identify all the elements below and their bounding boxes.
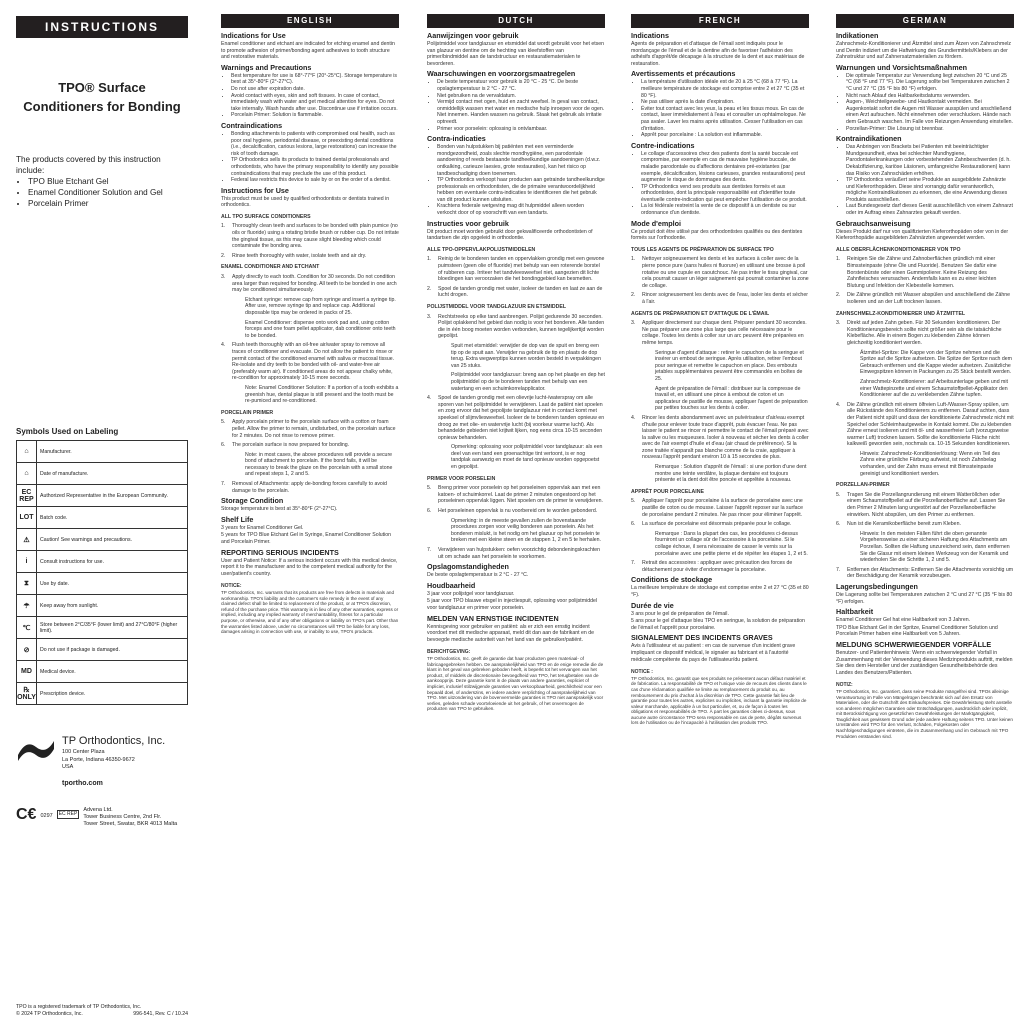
- subsection-heading: AGENTS DE PRÉPARATION ET D'ATTAQUE DE L'ÉMAIL: [631, 310, 770, 317]
- bullet-item: • TP Orthodontics sells its products to trained dental professionals and orthodontists, who have the primary responsibility to identify any possible contraindications that may preclude the use of this product.: [231, 157, 399, 177]
- address-line: 100 Center Plaza: [62, 749, 105, 755]
- symbol-icon: i: [17, 551, 37, 573]
- instruction-step: [631, 415, 809, 461]
- step-number: 7.: [427, 547, 432, 553]
- instruction-step: [427, 508, 605, 515]
- paragraph: 5 years for TPO Blue Etchant Gel in Syringe, Enamel Conditioner Solution and Porcelain Primer.: [221, 532, 392, 546]
- doc-code: 996-541, Rev. C / 10.24: [133, 1011, 188, 1017]
- trademark-line: TPO is a registered trademark of TP Orthodontics, Inc.: [16, 1004, 142, 1010]
- step-note: Enamel Conditioner: dispense onto work pad and, using cotton forceps and one foam pellet applicator, dab conditioner onto teeth to be bonded.: [245, 319, 396, 339]
- symbol-label: Store between 2°C/35°F (lower limit) and 27°C/80°F (higher limit).: [37, 617, 188, 639]
- symbol-label: Manufacturer.: [37, 441, 188, 463]
- section-heading: REPORTING SERIOUS INCIDENTS: [221, 547, 339, 557]
- symbol-row: [17, 683, 188, 705]
- paragraph: Die Lagerung sollte bei Temperaturen zwischen 2 °C und 27 °C (35 °F bis 80 °F) erfolgen.: [836, 591, 1013, 605]
- section-heading: Avertissements et précautions: [631, 69, 736, 79]
- bullet-item: • Best temperature for use is 68°-77°F (20°-25°C). Storage temperature is best at 35°-80°F (2°-27°C).: [231, 73, 399, 86]
- notice-text: TP Orthodontics, Inc. garantit que ses produits ne présentent aucun défaut matériel et de fabrication. La responsabilité de TPO et l'unique voie de recours des clients dans le cas d'une réclamation qualifiée se limite au remplacement du produit ou, au remboursement du prix d'achat à la discrétion de TPO. Cette garantie fait lieu de garantie pour toutes les autres, explicites ou implicites, incluant la garantie implicite de valeur marchande, applicable à un but particulier, et, ou de façon à toutes les obligations et responsabilités de TPO. À part les garanties citées ci-dessus, sous aucune autre circonstance TPO sera responsable en cas de perte, dégâts survenus lors de l'utilisation ou de l'incapacité à l'utilisation des produits TPO.: [631, 675, 807, 726]
- step-text: Nettoyer soigneusement les dents et les surfaces à coller avec de la pierre ponce pure (sans huiles ni fluorure) en utilisant une brosse à poil rotative ou une cupule en caoutchouc. Ne pas irriter le tissu gingival, car cela pourrait causer un léger saignement qui pourrait contaminer la zone de collage.: [642, 256, 809, 289]
- language-band: ENGLISH: [221, 14, 399, 28]
- step-text: Apply directly to each tooth. Condition for 30 seconds. Do not condition area larger than required for bonding. All teeth to be bonded in one arch may be conditioned simultaneously.: [232, 274, 397, 294]
- step-note: Hinweis: In den meisten Fällen führt die oben genannte Vorgehensweise zu einer sicheren Haftung des Attachments am Porzellan. Sollten die Haftung unzureichend sein, dann entfernen Sie die Glasur mit einem kleinen Werkzeug von der Keramik und wiederholen Sie die Schritte 1, 2 und 5.: [860, 530, 1010, 564]
- step-text: Removal of Attachments: apply de-bonding forces carefully to avoid damage to the porcelain.: [232, 481, 387, 494]
- section-heading: Contre-indications: [631, 140, 695, 150]
- step-text: Appliquer l'apprêt pour porcelaine à la surface de porcelaine avec une pastille de coton ou de mousse. Laisser l'apprêt reposer sur la surface de porcelaine pendant 2 minutes. Ne pas rincer pour éliminer l'apprêt.: [642, 498, 804, 518]
- french-column: [631, 14, 809, 1022]
- step-text: Spoel de tanden grondig met een olievrije lucht-/waterspray om alle sporen van het polijstmiddel te verwijderen. Laat de patiënt niet spoelen en zorg ervoor dat het gepolijste tandglazuur niet in contact komt met speeksel of slijmvliesweefsel. Isoleer de te bonderen tanden opnieuw en droog ze met olie- en watervrije lucht (bij voorkeur warme lucht). Als behandelde gebieden niet krijtwit lijken, nog eens circa 10-15 seconden opnieuw behandelen.: [438, 395, 605, 441]
- section-heading: Instructions for Use: [221, 185, 289, 195]
- ec-rep-icon: EC REP: [58, 810, 78, 817]
- bullet-list: [836, 144, 1014, 217]
- product-item: • TPO Blue Etchant Gel: [28, 176, 188, 187]
- section-heading: Warnings and Precautions: [221, 62, 312, 72]
- symbol-label: Keep away from sunlight.: [37, 595, 188, 617]
- subsection-heading: ENAMEL CONDITIONER AND ETCHANT: [221, 264, 320, 271]
- column-body: [427, 32, 605, 712]
- left-column: [16, 16, 188, 1020]
- paragraph: Enamel Conditioner Gel hat eine Haltbarkeit von 3 Jahren.: [836, 617, 971, 624]
- paragraph: Polijstmiddel voor tandglazuur en etsmiddel dat wordt gebruikt voor het etsen van glazuur en dentine om de hechting van kleefstoffen van primer/bindmiddel aan de tandstructuur en restauratiematerialen te bevorderen.: [427, 41, 605, 67]
- step-text: Rincer les dents abondamment avec un pulvérisateur d'air/eau exempt d'huile pour enlever toute trace d'apprêt, puis évacuer l'eau. Ne pas laisser le patient se rincer ni permettre le contact de l'émail préparé avec la salive ou les muqueuses. Isoler à nouveau et sécher les dents à coller avec de l'air exempt d'huile et d'eau (air chaud de préférence). Si la zone traitée n'apparaît pas blanche comme de la craie, appliquer à nouveau l'apprêt pendant environ 10 à 15 secondes de plus.: [642, 414, 809, 461]
- symbol-row: [17, 617, 188, 639]
- symbol-icon: ⌂: [17, 441, 37, 463]
- legal-notice: [836, 682, 1014, 739]
- step-note: Spuit met etsmiddel: verwijder de dop van de spuit en breng een tip op de spuit aan. Verwijder na gebruik de tip en plaats de dop terug. Extra wegwerptips kunnen worden besteld in verpakkingen van 25 stuks.: [451, 342, 601, 369]
- subsection-heading: PORCELAIN PRIMER: [221, 409, 274, 416]
- section-heading: Mode d'emploi: [631, 218, 682, 228]
- symbol-row: [17, 485, 188, 507]
- symbol-row: [17, 661, 188, 683]
- step-note: Remarque : Dans la plupart des cas, les procédures ci-dessus fourniront un collage sûr de l'accessoire à la porcelaine. Si le collage échoue, il sera nécessaire de casser le vernis sur la porcelaine avec une petite pierre et de répéter les étapes 1, 2 et 5.: [655, 530, 808, 557]
- section-heading: Warnungen und Vorsichtsmaßnahmen: [836, 62, 967, 72]
- paragraph: Enamel conditioner and etchant are indicated for etching enamel and dentin to promote adhesion of primer/bonding agent adhesives to tooth structure and restorative materials.: [221, 41, 395, 61]
- symbols-table: [16, 440, 188, 705]
- instruction-step: [427, 547, 605, 560]
- step-text: Apply porcelain primer to the porcelain surface with a cotton or foam pellet. Allow the primer to remain, undisturbed, on the porcelain surface for 2 minutes. Do not rinse to remove primer.: [232, 419, 396, 439]
- bullet-list: [631, 151, 809, 217]
- paragraph: This product must be used by qualified orthodontists or dentists trained in orthodontics.: [221, 195, 390, 209]
- rep-address: [83, 807, 177, 828]
- instruction-step: [836, 492, 1014, 518]
- instruction-step: [221, 481, 399, 494]
- step-number: 7.: [836, 566, 841, 573]
- paragraph: Zahnschmelz-Konditionierer und Ätzmittel sind zum Ätzen von Zahnschmelz und Dentin indiziert um die Haftwirkung des Grundiermittels/Klebers an der Zahnstruktur und auf Zahnersatzmaterialien zu fördern.: [836, 41, 1012, 61]
- step-text: Het porseleinen oppervlak is nu voorbereid om te worden gebonderd.: [438, 508, 598, 515]
- paragraph: Storage temperature is best at 35°-80°F (2°-27°C).: [221, 506, 338, 513]
- product-list: [16, 176, 188, 209]
- bullet-item: • De beste temperatuur voor gebruik is 20 °C - 25 °C. De beste opslagtemperatuur is 2 °C - 27 °C.: [437, 79, 605, 92]
- step-number: 3.: [427, 313, 432, 320]
- symbol-row: [17, 441, 188, 463]
- bullet-item: • TP Orthodontics veräußert seine Produkte an ausgebildete Zahnärzte und Kieferorthopäden. Diese sind vorrangig dafür verantwortlich, mögliche Kontraindikationen zu erkennen, die eine Anwendung dieses Produkts ausschließen.: [846, 177, 1014, 203]
- step-number: 4.: [836, 401, 841, 408]
- instruction-step: [427, 256, 605, 282]
- company-logo-block: [16, 735, 188, 787]
- symbol-label: Authorized Representative in the European Community.: [37, 485, 188, 507]
- symbol-label: Batch code.: [37, 507, 188, 529]
- symbol-icon: ℞ ONLY: [17, 683, 37, 705]
- instruction-step: [221, 419, 399, 439]
- subsection-heading: ALL TPO SURFACE CONDITIONERS: [221, 213, 311, 220]
- tp-logo-icon: [16, 735, 56, 769]
- symbol-row: [17, 595, 188, 617]
- step-note: Remarque : Solution d'apprêt de l'émail : si une portion d'une dent montre une teinte verdâtre, la plaque dentaire est toujours présente et la dent doit être poncée et apprêtée à nouveau.: [655, 464, 807, 484]
- step-number: 2.: [221, 252, 226, 259]
- paragraph: Dieses Produkt darf nur von qualifizierten Kieferorthopäden oder von in der Kieferorthopädie ausgebildeten Zahnärzten angewendet werden.: [836, 228, 1009, 242]
- step-text: Thoroughly clean teeth and surfaces to be bonded with plain pumice (no oils or fluoride) using a rotating bristle brush or rubber cup. Do not irritate the gingival tissue, as this may cause slight bleeding which could contaminate the bonding area.: [232, 223, 399, 250]
- bullet-list: [221, 131, 399, 184]
- bullet-item: • Avoid contact with eyes, skin and soft tissues. In case of contact, immediately wash with water and get medical attention for eyes. Do not take internally. Wash hands after use. Discontinue use if irritation occurs.: [231, 93, 399, 113]
- bullet-item: • Bonding attachments to patients with compromised oral health, such as poor oral hygiene, periodontal disease, or preexisting dental conditions (i.e., decalcification, carious lesions, large restorations) can increase the risk of tooth damage.: [231, 131, 399, 157]
- dutch-column: [427, 14, 605, 1022]
- paragraph: 3 jaar voor polijstgel voor tandglazuur.: [427, 590, 515, 597]
- paragraph: Agents de préparation et d'attaque de l'émail sont indiqués pour le mordançage de l'émail et de la dentine afin de favoriser l'adhésion des adhésifs d'apprêt/de décapage à la structure de la dent et aux matériaux de restauration.: [631, 41, 805, 67]
- step-number: 1.: [631, 256, 636, 263]
- symbol-row: [17, 573, 188, 595]
- step-text: Appliquer directement sur chaque dent. Préparer pendant 30 secondes. Ne pas préparer une zone plus large que celle nécessaire pour le collage. Toutes les dents à coller sur un arc peuvent être préparées en même temps.: [642, 320, 807, 346]
- instructions-band: INSTRUCTIONS: [16, 16, 188, 38]
- notice-heading: NOTICE :: [631, 669, 653, 676]
- subsection-heading: ALLE OBERFLÄCHENKONDITIONIERER VON TPO: [836, 246, 961, 253]
- symbol-row: [17, 507, 188, 529]
- symbol-label: Date of manufacture.: [37, 463, 188, 485]
- section-heading: Aanwijzingen voor gebruik: [427, 31, 519, 40]
- section-heading: Haltbarkeit: [836, 607, 874, 617]
- section-heading: Contra-indicaties: [427, 134, 486, 144]
- step-number: 6.: [631, 521, 636, 528]
- address-line: USA: [62, 764, 74, 770]
- symbol-icon: ⚠: [17, 529, 37, 551]
- paragraph: 5 jaar voor TPO blauwe etsgel in injectiespuit, oplossing voor polijstmiddel voor tandglazuur en primer voor porselein.: [427, 598, 598, 611]
- instruction-step: [631, 320, 809, 346]
- symbol-icon: ☂: [17, 595, 37, 617]
- bullet-list: [427, 144, 605, 217]
- notice-text: TP Orthodontics, Inc. garantiert, dass seine Produkte mängelfrei sind. TPOs alleinige Verantwortung im Falle von Mängelrügen beschränkt sich auf den Ersatz von Materialien, oder die Gutschrift des Einkaufspreises. Die Gewährleistung steht anstelle von anderen möglichen Garantien oder Entschädigungen, ausdrücklich oder implizit, mit Berücksichtigung von gesetzlichen Gewährleistungen der Marktgängigkeit, Tauglichkeit aus gewissem Grund oder jede andere Haftung seitens TPO. Unter keinen Umständen wird TPO für den Verlust, Schäden, Folgekosten oder Nachfolgeschädigungen eintreten, die im Zusammenhang und im Gebrauch mit TPO Produkten entstanden sind.: [836, 688, 1013, 739]
- address-line: La Porte, Indiana 46350-9672: [62, 756, 135, 763]
- instruction-step: [221, 442, 399, 449]
- symbol-icon: ℃: [17, 617, 37, 639]
- symbol-icon: MD: [17, 661, 37, 683]
- subsection-heading: ZAHNSCHMELZ-KONDITIONIERER UND ÄTZMITTEL: [836, 310, 966, 317]
- paragraph: Ce produit doit être utilisé par des orthodontistes qualifiés ou des dentistes formés sur l'orthodontie.: [631, 228, 803, 242]
- step-note: Opmerking: in de meeste gevallen zullen de bovenstaande procedures zorgen voor veilig bonderen aan porselein. Als het bonderen mislukt, is het nodig om het glazuur op het porselein te breken met een kleine steen en de stappen 1, 2 en 5 te herhalen.: [451, 517, 601, 544]
- symbol-label: Prescription device.: [37, 683, 188, 705]
- step-number: 3.: [631, 320, 636, 327]
- bullet-list: [221, 73, 399, 119]
- instruction-step: [631, 521, 809, 528]
- left-footer: [16, 1004, 188, 1018]
- section-heading: Conditions de stockage: [631, 575, 713, 585]
- symbol-row: [17, 639, 188, 661]
- section-heading: Contraindications: [221, 120, 283, 130]
- step-number: 6.: [836, 521, 841, 528]
- step-note: Etchant syringe: remove cap from syringe and insert a syringe tip. After use, remove syringe tip and replace cap. Additional disposable tips may be ordered in packs of 25.: [245, 296, 396, 316]
- company-address: [62, 749, 165, 772]
- column-body: [221, 32, 399, 635]
- symbol-row: [17, 529, 188, 551]
- section-heading: Indications: [631, 31, 669, 40]
- company-website[interactable]: tportho.com: [62, 779, 103, 787]
- bullet-list: [631, 79, 809, 138]
- instruction-step: [631, 292, 809, 305]
- instruction-step: [836, 256, 1014, 289]
- step-number: 3.: [836, 320, 841, 327]
- language-band: FRENCH: [631, 14, 809, 28]
- subsection-heading: ALLE TPO-OPPERVLAKPOLIJSTMIDDELEN: [427, 246, 536, 253]
- copyright: © 2024 TP Orthodontics, Inc.: [16, 1011, 83, 1017]
- paragraph: De beste opslagtemperatuur is 2 °C - 27 °C.: [427, 572, 529, 579]
- bullet-item: • La température d'utilisation idéale est de 20 à 25 °C (68 à 77 °F). La meilleure température de stockage est comprise entre 2 et 27 °C (35 et 80 °F).: [641, 79, 809, 99]
- step-number: 1.: [836, 256, 841, 263]
- notice-heading: NOTIZ:: [836, 682, 853, 689]
- product-intro: [16, 154, 188, 209]
- bullet-item: • Die optimale Temperatur zur Verwendung liegt zwischen 20 °C und 25 °C (68 °F und 77 °F). Die Lagerung sollte bei Temperaturen zwischen 2 °C und 27 °C (35 °F bis 80 °F) erfolgen.: [846, 73, 1014, 93]
- bullet-item: • Primer voor porselein: oplossing is ontvlambaar.: [437, 126, 605, 133]
- product-item: • Porcelain Primer: [28, 198, 188, 209]
- section-heading: Shelf Life: [221, 514, 254, 524]
- title-line-2: Conditioners for Bonding: [23, 99, 181, 114]
- subsection-heading: APPRÊT POUR PORCELAINE: [631, 488, 704, 495]
- notice-text: TP Orthodontics, Inc. warrants that its products are free from defects in materials and workmanship. TPO's liability and the customer's sole remedy in the event of any claimed defect shall be limited to replacement of the product, or at TPO's discretion, refund of the purchase price. This warranty is in lieu of any other warranties, express or implied, including any implied warranty of merchantability, fitness for a particular purpose, or otherwise, and of any other obligations or liability on TPO's part. Other than the warranties listed above, under no circumstances will TPO be liable for any loss, damages arising in connection with use, or inability to use, TPO's products.: [221, 590, 399, 635]
- bullet-item: • TP Orthodontics verkoopt haar producten aan getrainde tandheelkundige professionals en orthodontisten, die de primaire verantwoordelijkheid hebben om eventuele contra-indicaties te identificeren die het gebruik van dit product kunnen uitsluiten.: [437, 177, 605, 203]
- notice-text: TP Orthodontics, Inc. geeft de garantie dat haar producten geen materiaal- of fabricagegebreken hebben. De aansprakelijkheid van TPO en de enige remedie die de klant in het geval van gebreken geboden heeft, is beperkt tot het vervangen van het product, of middels de discretionaire bevoegdheid van TPO, het terugbetalen van de aankoopprijs. Deze garantie komt in de plaats van andere garanties, expliciet of impliciet, inclusief stilzwijgende garanties van verkoopbaarheid, geschiktheid voor een bepaald doel, of anderszins, en iedere andere verplichting of aansprakelijkheid van TPO. Met uitzondering van de bovenvermelde garanties is TPO niet aansprakelijk voor verlies, geleden schade voortvloeiende uit het gebruik, of het onvermogen de producten van TPO te gebruiken.: [427, 655, 604, 712]
- symbol-icon: ⊘: [17, 639, 37, 661]
- instruction-step: [221, 253, 399, 260]
- subsection-heading: POLIJSTMIDDEL VOOR TANDGLAZUUR EN ETSMIDDEL: [427, 304, 567, 310]
- bullet-item: • Ne pas utiliser après la date d'expiration.: [641, 99, 809, 106]
- section-heading: MELDUNG SCHWERWIEGENDER VORFÄLLE: [836, 639, 992, 649]
- step-text: Verwijderen van hulpstukken: oefen voorzichtig debondeningskrachten uit om schade aan het porselein te voorkomen.: [438, 547, 601, 560]
- ce-mark-icon: C€: [16, 805, 37, 823]
- paragraph: 3 years for Enamel Conditioner Gel.: [221, 524, 304, 531]
- paragraph: 5 ans pour le gel d'attaque bleu TPO en seringue, la solution de préparation de l'émail et l'apprêt pour porcelaine.: [631, 618, 805, 631]
- section-heading: Instructies voor gebruik: [427, 218, 509, 228]
- step-number: 7.: [221, 481, 226, 488]
- bullet-item: • Augen-, Weichteilgewebe- und Hautkontakt vermeiden. Bei Augenkontakt sofort die Augen mit Wasser ausspülen und anschließend einen Arzt aufsuchen. Nicht einnehmen oder verschlucken. Hände nach dem Gebrauch waschen. Im Falle von Reizungen Anwendung einstellen.: [846, 99, 1014, 125]
- instruction-step: [836, 402, 1014, 448]
- step-note: Opmerking: oplossing voor polijstmiddel voor tandglazuur: als een deel van een tand een groenachtige tint vertoont, is er nog tandplak aanwezig en moet de tand opnieuw worden opgepoetst en gepolijst.: [451, 444, 603, 471]
- step-number: 2.: [836, 292, 841, 299]
- bullet-item: • Bonden van hulpstukken bij patiënten met een verminderde mondgezondheid, zoals slechte mondhygiëne, een parodontale aandoening of reeds bestaande tandheelkundige aandoeningen (d.w.z. ontkalking, carieuze laesies, grote restauraties), kan het risico op tandbeschadiging doen toenemen.: [437, 144, 605, 177]
- step-number: 5.: [427, 485, 432, 492]
- bullet-item: • TP Orthodontics vend ses produits aux dentistes formés et aux orthodontistes, dont la principale responsabilité est d'identifier toute éventuelle contre-indication qui peut empêcher l'utilisation de ce produit.: [641, 184, 809, 204]
- instruction-step: [221, 342, 399, 382]
- section-heading: SIGNALEMENT DES INCIDENTS GRAVES: [631, 633, 773, 643]
- step-text: Die Zähne gründlich mit Wasser abspülen und anschließend die Zähne isolieren und an der Luft trocknen lassen.: [847, 292, 1011, 305]
- bullet-item: • Vermijd contact met ogen, huid en zacht weefsel. In geval van contact, onmiddellijk wassen met water en medische hulp inroepen voor de ogen. Niet innemen. Handen wassen na gebruik. Staak het gebruik als irritatie optreedt.: [437, 99, 605, 125]
- legal-notice: [221, 583, 399, 634]
- english-column: [221, 14, 399, 1022]
- step-note: Note: Enamel Conditioner Solution: If a portion of a tooth exhibits a greenish hue, dental plaque is still present and the tooth must be re-pumiced and re-conditioned.: [245, 384, 399, 405]
- bullet-item: • Laut Bundesgesetz darf dieses Gerät ausschließlich von einem Zahnarzt oder im Auftrag eines Zahnarztes gekauft werden.: [846, 203, 1014, 216]
- step-note: Agent de préparation de l'émail : distribuer sur la compresse de travail et, en utilisant une pince à embout de coton et un applicateur de pastille de mousse, appliquer l'agent de préparation par petites touches sur les dents à coller.: [655, 385, 808, 412]
- rep-address-line: Tower Street, Swatar, BKR 4013 Malta: [83, 820, 178, 827]
- step-number: 5.: [221, 419, 226, 426]
- step-number: 1.: [221, 223, 226, 230]
- paragraph: La meilleure température de stockage est comprise entre 2 et 27 °C (35 et 80 °F).: [631, 585, 809, 598]
- step-text: Rinse teeth thoroughly with water, isolate teeth and air dry.: [232, 252, 367, 259]
- step-number: 3.: [221, 274, 226, 281]
- step-text: La surface de porcelaine est désormais préparée pour le collage.: [642, 521, 792, 528]
- step-number: 4.: [221, 342, 226, 349]
- paragraph: 3 ans pour le gel de préparation de l'émail.: [631, 610, 729, 617]
- column-body: [631, 32, 809, 726]
- bullet-item: • La loi fédérale restreint la vente de ce dispositif à un dentiste ou sur ordonnance d'un dentiste.: [641, 203, 809, 216]
- section-heading: Lagerungsbedingungen: [836, 581, 918, 591]
- step-number: 2.: [427, 285, 432, 292]
- step-note: Zahnschmelz-Konditionierer: auf Arbeitsunterlage geben und mit einer Wattepinzette und einem Schaumstoffpellet-Applikator den Konditionierer auf die zu verklebenden Zähne tupfen.: [860, 378, 1008, 399]
- step-number: 1.: [427, 256, 432, 263]
- instruction-step: [427, 485, 605, 505]
- paragraph: TPO Blue Etchant Gel in der Spritze, Enamel Conditioner Solution und Porcelain Primer haben eine Haltbarkeit von 5 Jahren.: [836, 624, 998, 638]
- step-text: Rincer soigneusement les dents avec de l'eau, isoler les dents et sécher à l'air.: [642, 292, 808, 305]
- paragraph: User and Patient Notice: If a serious incident occurs with this medical device, report it to the manufacturer and to the competent medical authority for the user/patient's country.: [221, 557, 398, 577]
- step-number: 6.: [221, 442, 226, 449]
- instruction-step: [836, 292, 1014, 305]
- copyright-row: [16, 1011, 188, 1018]
- intro-text: The products covered by this instruction include:: [16, 155, 161, 175]
- paragraph: Dit product moet worden gebruikt door gekwalificeerde orthodontisten of tandartsen die zijn opgeleid in orthodontie.: [427, 228, 593, 242]
- legal-notice: [631, 669, 809, 726]
- bullet-item: • Porcelain Primer: Solution is flammable.: [231, 112, 399, 119]
- symbol-label: Do not use if package is damaged.: [37, 639, 188, 661]
- subsection-heading: PORZELLAN-PRIMER: [836, 482, 890, 489]
- symbol-icon: ⌂: [17, 463, 37, 485]
- step-number: 5.: [631, 498, 636, 505]
- bullet-item: • Do not use after expiration date.: [231, 86, 399, 93]
- instruction-step: [427, 286, 605, 299]
- step-text: Entfernen der Attachments: Entfernen Sie die Attachments vorsichtig um der Beschädigung der Keramik vorzubeugen.: [847, 566, 1014, 580]
- step-note: Ätzmittel-Spritze: Die Kappe von der Spritze nehmen und die Spritze auf die Spritze aufsetzen. Die Spitze der Spritze nach dem Gebrauch entfernen und die Kappe wieder aufsetzen. Zusätzliche Einwegspitzen können in Packungen zu 25 Stück bestellt werden.: [860, 349, 1012, 376]
- instruction-step: [427, 314, 605, 340]
- ce-rep-block: [16, 807, 188, 828]
- legal-notice: [427, 649, 605, 712]
- step-text: Reinig de te bonderen tanden en oppervlakken grondig met een gewone puimsteen (geen olie of fluoride) met behulp van een roterende borstel of rubberen cup. Irriteer het tandvleesweefsel niet, aangezien dit lichte bloedingen kan veroorzaken die het bondinggebied kan besmetten.: [438, 256, 605, 283]
- section-heading: Kontraindikationen: [836, 134, 902, 144]
- symbol-icon: LOT: [17, 507, 37, 529]
- product-item: • Enamel Conditioner Solution and Gel: [28, 187, 188, 198]
- step-note: Polijstmiddel voor tandglazuur: breng aan op het plaatje en dep het polijstmiddel op de te bonderen tanden met behulp van een watertang en een schuimkorrelapplicator.: [451, 372, 605, 392]
- bullet-item: • Nicht nach Ablauf des Haltbarkeitsdatums verwenden.: [846, 93, 1014, 100]
- step-text: Retrait des accessoires : appliquer avec précaution des forces de détachement pour éviter d'endommager la porcelaine.: [642, 560, 793, 573]
- symbol-label: Medical device.: [37, 661, 188, 683]
- subsection-heading: TOUS LES AGENTS DE PRÉPARATION DE SURFACE TPO: [631, 246, 774, 253]
- step-text: Tragen Sie die Porzellangrundierung mit einem Watteröllchen oder einem Schaumstoffpellet auf die Porzellanoberfläche auf. Lassen Sie den Primer 2 Minuten lang ungestört auf der Porzellanoberfläche einwirken. Nicht abspülen, um den Primer zu entfernen.: [847, 491, 1006, 518]
- step-number: 5.: [836, 491, 841, 498]
- section-heading: Durée de vie: [631, 600, 674, 610]
- step-text: Reinigen Sie die Zähne und Zahnoberflächen gründlich mit einer Bimssteinpaste (ohne Öle und Fluoride). Benutzen Sie dafür eine Borstenbürste oder einen Gummipolierer. Keine Reizung des Zahnfleisches verursachen. Andernfalls kann es zu einer leichten Blutung und Infektion der Klebestelle kommen.: [847, 256, 997, 289]
- bullet-item: • Niet gebruiken na de vervaldatum.: [437, 93, 605, 100]
- step-number: 2.: [631, 292, 636, 299]
- notice-heading: NOTICE:: [221, 583, 242, 590]
- bullet-item: • Apprêt pour porcelaine : La solution est inflammable.: [641, 132, 809, 139]
- language-band: DUTCH: [427, 14, 605, 28]
- instruction-step: [836, 567, 1014, 580]
- language-band: GERMAN: [836, 14, 1014, 28]
- instruction-step: [221, 223, 399, 249]
- paragraph: Kennisgeving voor gebruiker en patiënt: als er zich een ernstig incident voordoet met dit medische apparaat, meld dit dan aan de fabrikant en de bevoegde medische autoriteit van het land van de gebruiker/patiënt.: [427, 623, 594, 643]
- bullet-item: • Éviter tout contact avec les yeux, la peau et les tissus mous. En cas de contact, laver immédiatement à l'eau et consulter un ophtalmologue. Ne pas avaler. Laver les mains après utilisation. Cesser l'utilisation en cas d'irritation.: [641, 106, 809, 132]
- symbol-label: Caution! See warnings and precautions.: [37, 529, 188, 551]
- rep-address-line: Advena Ltd.: [83, 806, 113, 813]
- symbol-icon: ⧗: [17, 573, 37, 595]
- step-text: Breng primer voor porselein op het porseleinen oppervlak aan met een katoen- of schuimkorrel. Laat de primer 2 minuten ongestoord op het porseleinen oppervlak liggen. Niet spoelen om de primer te verwijderen.: [438, 485, 603, 505]
- step-number: 6.: [427, 508, 432, 515]
- company-name: TP Orthodontics, Inc.: [62, 735, 166, 747]
- step-text: Nun ist die Keramikoberfläche bereit zum Kleben.: [847, 521, 961, 528]
- instruction-step: [631, 256, 809, 289]
- subsection-heading: PRIMER VOOR PORSELEIN: [427, 475, 496, 482]
- section-heading: Storage Condition: [221, 496, 284, 506]
- instruction-step: [631, 560, 809, 573]
- section-heading: Houdbaarheid: [427, 580, 476, 590]
- bullet-item: • Krachtens federale wetgeving mag dit hulpmiddel alleen worden verkocht door of op voorschrift van een tandarts.: [437, 203, 605, 216]
- section-heading: Gebrauchsanweisung: [836, 218, 911, 228]
- symbol-row: [17, 551, 188, 573]
- step-note: Hinweis: Zahnschmelz-Konditionierlösung: Wenn ein Teil des Zahns eine grünliche Färbung aufweist, ist noch Zahnbelag vorhanden, und der Zahn muss erneut mit Bimssteinpaste gereinigt und konditioniert werden.: [860, 450, 1000, 477]
- section-heading: Opslagomstandigheden: [427, 562, 509, 572]
- ce-code: 0297: [40, 812, 53, 819]
- rep-address-line: Tower Business Centre, 2nd Flr.: [83, 813, 162, 820]
- step-text: Direkt auf jeden Zahn geben. Für 30 Sekunden konditionieren. Der Konditionierungsbereich sollte nicht größer sein als die tatsächliche Klebefläche. Alle in einem Bogen zu klebenden Zähne können gleichzeitig konditioniert werden.: [847, 320, 1002, 346]
- german-column: [836, 14, 1014, 1022]
- bullet-item: • Porzellan-Primer: Die Lösung ist brennbar.: [846, 126, 1014, 133]
- symbol-row: [17, 463, 188, 485]
- symbol-label: Consult instructions for use.: [37, 551, 188, 573]
- section-heading: MELDEN VAN ERNSTIGE INCIDENTEN: [427, 613, 559, 623]
- step-number: 7.: [631, 560, 636, 567]
- instruction-step: [427, 395, 605, 441]
- bullet-item: • Federal law restricts this device to sale by or on the order of a dentist.: [231, 177, 399, 184]
- column-body: [836, 32, 1014, 739]
- instruction-step: [836, 320, 1014, 346]
- title-line-1: TPO® Surface: [58, 80, 146, 95]
- bullet-list: [836, 73, 1014, 132]
- step-text: Flush teeth thoroughly with an oil-free air/water spray to remove all traces of conditioner and evacuate. Do not allow the patient to rinse or permit contact of the conditioned enamel with saliva or mucosal tissue. Re-isolate and dry teeth to be bonded with oil- and water-free air (preferably warm air). If conditioned areas do not appear chalky white, re-condition for approximately 10-15 more seconds.: [232, 342, 395, 382]
- section-heading: Waarschuwingen en voorzorgsmaatregelen: [427, 69, 576, 79]
- product-title: [16, 78, 188, 116]
- step-note: Seringue d'agent d'attaque : retirer le capuchon de la seringue et insérer un embout de seringue. Après utilisation, retirer l'embout pour seringue et remettre le capuchon en place. Des embouts jetables supplémentaires peuvent être commandés en boîtes de 25.: [655, 349, 804, 382]
- paragraph: Benutzer- und Patientenhinweis: Wenn ein schwerwiegender Vorfall in Zusammenhang mit der Verwendung dieses Medizinprodukts auftritt, melden Sie dies dem Hersteller und der zuständigen Gesundheitsbehörde des Landes des Benutzers/Patienten.: [836, 649, 1013, 676]
- step-note: Note: in most cases, the above procedures will provide a secure bond of attachment to porcelain. If the bond fails, it will be necessary to break the glaze on the porcelain with a small stone and repeat steps 1, 2 and 5.: [245, 451, 393, 478]
- notice-heading: BERICHTGEVING:: [427, 649, 471, 656]
- bullet-item: • Le collage d'accessoires chez des patients dont la santé buccale est compromise, par exemple en cas de mauvaise hygiène buccale, de maladie parodontale ou d'affections dentaires pré-existantes (par exemple, décalcification, lésions carieuses, grandes restaurations) peut augmenter le risque de dommages des dents.: [641, 151, 809, 184]
- step-number: 4.: [631, 414, 636, 421]
- step-text: Die Zähne gründlich mit einem ölfreien Luft-/Wasser-Spray spülen, um alle Rückstände des Konditionierers zu entfernen. Darauf achten, dass der Patient nicht spült und dass der konditionierte Zahnschmelz nicht mit Speichel oder Schleimhautgewebe in Kontakt kommt. Die zu klebenden Zähne erneut isolieren und mit öl- und wasserfreier Luft (vorzugsweise warmer Luft) trocknen lassen. Sollte die konditionierte Fläche nicht kalkweiß geworden sein, nochmals ca. 10-15 Sekunden konditionieren.: [847, 401, 1014, 448]
- bullet-list: [427, 79, 605, 132]
- paragraph: Avis à l'utilisateur et au patient : en cas de survenue d'un incident grave impliquant ce dispositif médical, le signaler au fabricant et à l'autorité médicale compétente du pays de l'utilisateur/du patient.: [631, 643, 796, 663]
- step-text: The porcelain surface is now prepared for bonding.: [232, 442, 350, 449]
- symbol-icon: EC REP: [17, 485, 37, 507]
- section-heading: Indications for Use: [221, 31, 286, 40]
- bullet-item: • Das Anbringen von Brackets bei Patienten mit beeinträchtigter Mundgesundheit, etwa bei schlechter Mundhygiene, Parodontalerkrankungen oder vorbestehenden Zahnbeschwerden (d. h. Dekalzifizierung, kariöse Läsionen, umfangreiche Restaurationen) kann das Risiko von Zahnschäden erhöhen.: [846, 144, 1014, 177]
- section-heading: Indikationen: [836, 31, 879, 40]
- instruction-step: [221, 274, 399, 294]
- symbol-label: Use by date.: [37, 573, 188, 595]
- symbols-heading: Symbols Used on Labeling: [16, 427, 119, 436]
- instruction-step: [631, 498, 809, 518]
- instruction-step: [836, 521, 1014, 528]
- step-text: Rechtstreeks op elke tand aanbrengen. Polijst gedurende 30 seconden. Polijst oplakkend het gebied dan nodig is voor het bonderen. Alle tanden die in één boog moeten worden verbonden, kunnen tegelijkertijd worden gepolijst.: [438, 313, 605, 340]
- step-number: 4.: [427, 395, 432, 402]
- step-text: Spoel de tanden grondig met water, isoleer de tanden en laat ze aan de lucht drogen.: [438, 285, 603, 299]
